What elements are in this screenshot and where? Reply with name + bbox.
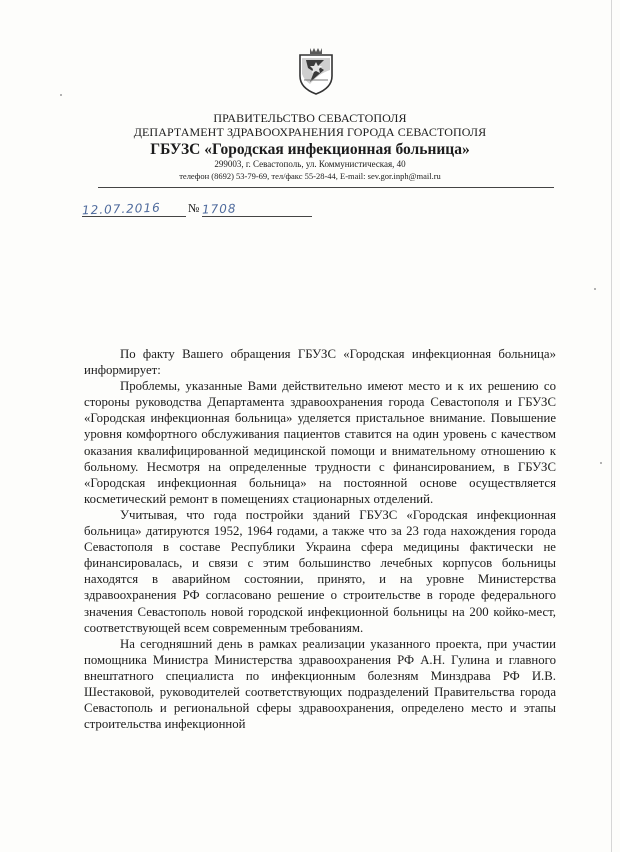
body-paragraph: По факту Вашего обращения ГБУЗС «Городская инфекционная больница» информирует: (84, 347, 556, 378)
body-paragraph: Учитывая, что года постройки зданий ГБУЗС «Городская инфекционная больница» датируются 1952, 1964 годами, а также что за 23 года нахождения города Севастополя в составе Республики Украина сфера медицины фактически не финансировалась, и связи с этим большинство лечебных корпусов больницы находятся в аварийном состоянии, принято, и на уровне Министерства здравоохранения РФ согласовано решение о строительстве в городе федерального значения Севастополь новой городской инфекционной больницы на 200 койко-мест, соответствующей всем современным требованиям. (84, 507, 556, 635)
body-paragraph: Проблемы, указанные Вами действительно имеют место и к их решению со стороны руководства Департамента здравоохранения города Севастополя и ГБУЗС «Городская инфекционная больница» уделяется пристальное внимание. Повышение уровня комфортного обслуживания пациентов ставится на один уровень с качеством оказания квалифицированной медицинской помощи и внимательному отношению к больному. Несмотря на определенные трудности с финансированием, в ГБУЗС «Городская инфекционная больница» на постоянной основе осуществляется косметический ремонт в помещениях стационарных отделений. (84, 379, 556, 506)
government-name: ПРАВИТЕЛЬСТВО СЕВАСТОПОЛЯ (213, 111, 407, 125)
organization-name: ГБУЗС «Городская инфекционная больница» (150, 141, 470, 158)
scan-speck (60, 94, 62, 96)
registration-date-field (82, 200, 186, 217)
registration-date: 12.07.2016 (81, 200, 161, 218)
organization-contacts: телефон (8692) 53-79-69, тел/факс 55-28-44, E-mail: sev.gor.inph@mail.ru (179, 171, 441, 181)
header-divider (98, 187, 554, 188)
scan-speck (600, 462, 602, 464)
letter-body (84, 346, 556, 732)
organization-address: 299003, г. Севастополь, ул. Коммунистическая, 40 (214, 159, 406, 169)
body-paragraph: На сегодняшний день в рамках реализации указанного проекта, при участии помощника Министра Министерства здравоохранения РФ А.Н. Гулина и главного внештатного специалиста по инфекционным болезням Минздрава РФ И.В. Шестаковой, руководителей соответствующих подразделений Правительства города Севастополь и региональной сферы здравоохранения, определено место и этапы строительства инфекционной (84, 636, 556, 732)
registration-number-field (202, 200, 312, 217)
registration-number-label: № (188, 201, 200, 215)
department-name: ДЕПАРТАМЕНТ ЗДРАВООХРАНЕНИЯ ГОРОДА СЕВАСТОПОЛЯ (133, 125, 487, 139)
registration-number: 1708 (201, 201, 237, 217)
sevastopol-coat-of-arms-icon (296, 46, 336, 96)
scan-speck (594, 288, 596, 290)
